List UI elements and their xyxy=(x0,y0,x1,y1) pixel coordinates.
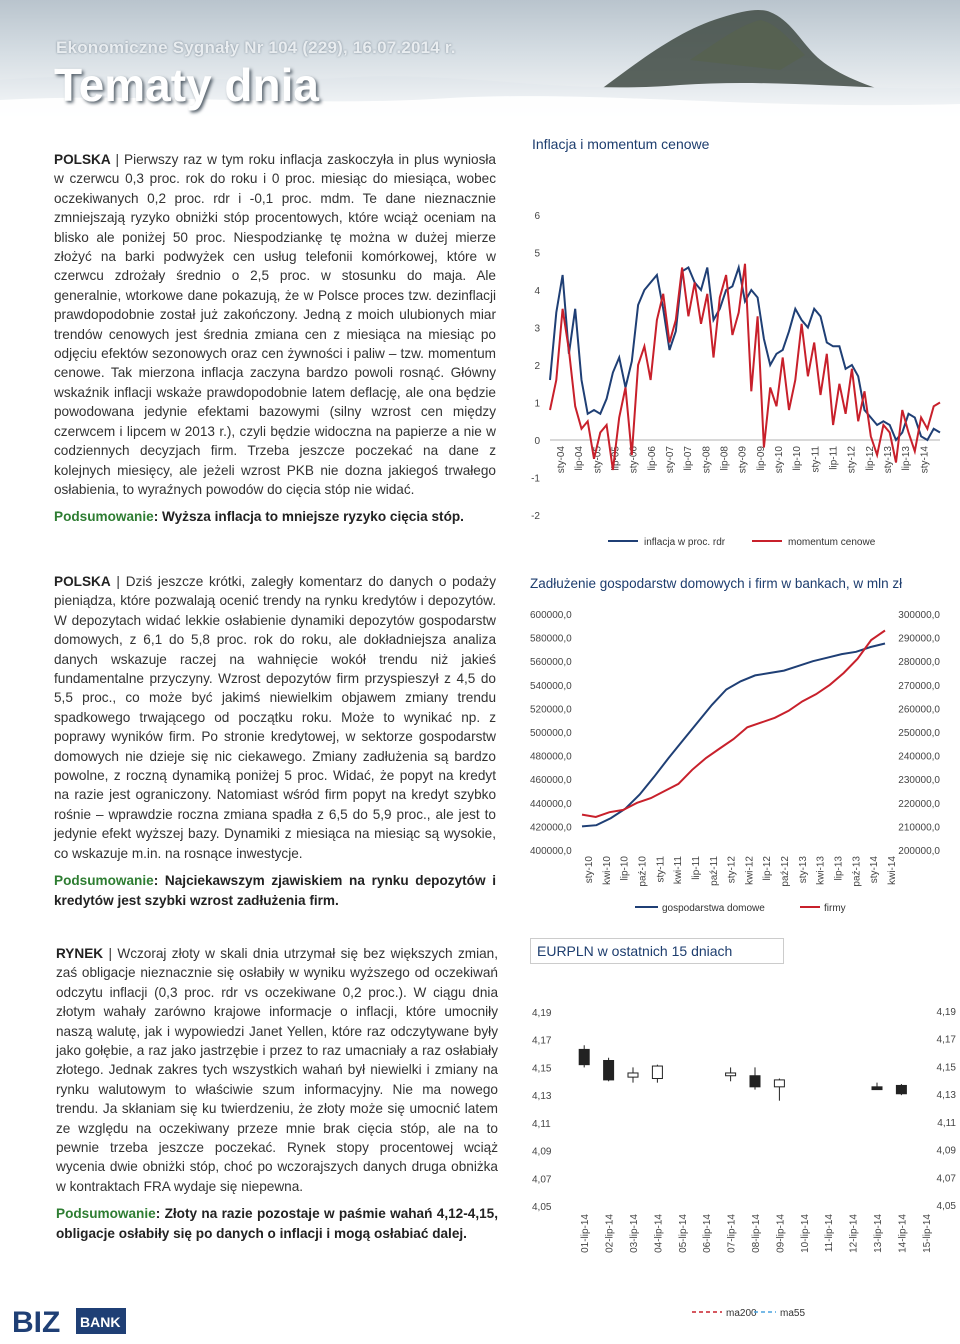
x-tick-label: 04-lip-14 xyxy=(653,1214,665,1253)
y-right-tick-label: 230000,0 xyxy=(898,775,940,787)
x-tick-label: sty-11 xyxy=(810,446,822,473)
x-tick-label: 08-lip-14 xyxy=(751,1214,762,1253)
legend-label-momentum: momentum cenowe xyxy=(788,537,876,548)
x-tick-label: sty-14 xyxy=(869,856,881,884)
x-tick-label: paź-11 xyxy=(708,856,720,886)
candle-body xyxy=(872,1087,882,1090)
issue-info: Ekonomiczne Sygnały Nr 104 (229), 16.07.2014 r. xyxy=(56,38,456,57)
x-tick-label: lip-07 xyxy=(683,446,695,471)
series-line-households xyxy=(582,644,885,827)
section-body: Pierwszy raz w tym roku inflacja zaskoczyła in plus wyniosła w czerwcu 0,3 proc. rok do roku i 0 proc. miesiąc do miesiąca, wobec oczekiwanych 0,2 proc. rdr i -0,1 proc. mdm. Te dane nieznacznie zmniejszają ryzyko obniżki stóp procentowych, które wciąż oceniam na blisko ale poniżej 50 proc. Niespodziankę tę można w dużej mierze złożyć na barki podwyżek cen usług telefonii komórkowej, które w czerwcu zdrożały średnio o 2,5 proc. w stosunku do maja. Ale generalnie, wtorkowe dane pokazują, że w Polsce proces tzw. dezinflacji prawdopodobnie został już zakończony. Jedną z moich ulubionych miar trendów cenowych jest średnia zmiana cen z miesiąca na miesiąc po odjęciu efektów sezonowych oraz cen żywności i paliw – tzw. momentum cenowe. Tak mierzona inflacja zaczyna bardzo powoli rosnąć. Główny wskaźnik inflacji wskaże prawdopodobnie latem deflację, ale ona będzie powodowana jedynie efektami bazowymi (silny wzrost cen między czerwcem i lipcem w 2013 r.), czyli będzie widoczna na papierze a nie w codziennych decyzjach firm. Trzeba jeszcze poczekać na dane z kolejnych miesięcy, ale jeżeli wzrost PKB nie dozna jakiegoś trwałego osłabienia, to wyraźnych powodów do cięcia stóp nie widać. xyxy=(54,152,496,497)
x-tick-label: sty-12 xyxy=(726,856,738,884)
x-tick-label: 03-lip-14 xyxy=(629,1214,640,1253)
y-tick-label: 0 xyxy=(534,436,540,447)
x-tick-label: paź-12 xyxy=(780,856,792,887)
y-right-tick-label: 4,19 xyxy=(936,1007,956,1018)
x-tick-label: 11-lip-14 xyxy=(824,1214,836,1253)
y-left-tick-label: 4,05 xyxy=(532,1202,552,1213)
y-left-tick-label: 540000,0 xyxy=(530,680,572,692)
header-banner xyxy=(0,0,960,130)
x-tick-label: sty-13 xyxy=(882,446,894,474)
x-tick-label: sty-07 xyxy=(664,446,676,474)
x-tick-label: kwi-12 xyxy=(744,856,756,885)
y-right-tick-label: 4,07 xyxy=(936,1173,956,1185)
y-left-tick-label: 4,19 xyxy=(532,1008,552,1019)
legend-label-firms: firmy xyxy=(824,903,846,914)
x-tick-label: paź-10 xyxy=(637,856,649,887)
y-tick-label: 5 xyxy=(534,248,540,260)
x-tick-label: 01-lip-14 xyxy=(580,1214,592,1253)
candle-body xyxy=(774,1080,784,1087)
x-tick-label: lip-13 xyxy=(901,446,913,471)
candle-body xyxy=(628,1073,638,1077)
y-right-tick-label: 290000,0 xyxy=(898,633,940,645)
series-line-inflation xyxy=(550,268,940,441)
y-right-tick-label: 4,13 xyxy=(936,1090,956,1102)
y-tick-label: -1 xyxy=(531,473,540,485)
x-tick-label: sty-13 xyxy=(797,856,809,884)
y-left-tick-label: 480000,0 xyxy=(530,751,572,763)
summary-text: : Wyższa inflacja to mniejsze ryzyko cięcia stóp. xyxy=(153,509,464,525)
x-tick-label: kwi-14 xyxy=(887,856,898,885)
series-line-firms xyxy=(582,631,885,818)
legend-label-ma200: ma200 xyxy=(726,1308,757,1319)
section-tag: RYNEK xyxy=(56,946,104,961)
svg-text:BIZ: BIZ xyxy=(12,1306,61,1339)
x-tick-label: lip-04 xyxy=(574,446,586,471)
y-left-tick-label: 460000,0 xyxy=(530,775,572,787)
y-tick-label: 2 xyxy=(534,361,540,372)
y-left-tick-label: 400000,0 xyxy=(530,846,572,857)
y-left-tick-label: 4,17 xyxy=(532,1035,552,1047)
candle-body xyxy=(896,1085,906,1093)
y-left-tick-label: 4,11 xyxy=(532,1118,551,1130)
x-tick-label: sty-04 xyxy=(556,446,567,474)
section-body: Wczoraj złoty w skali dnia utrzymał się bez większych zmian, zaś obligacje nieznacznie się osłabiły w wyniku wyższego od oczekiwań odczytu inflacji (0,3 proc. rdr vs oczekiwane 0,2 proc.). W ciągu dnia złotym wahały zarówno krajowe informacje o inflacji, które umocniły naszą walutę, jak i wypowiedzi Janet Yellen, które raz odczytywane były jako gołębie, a raz jako jastrzębie i przez to raz umacniały a raz osłabiały złotego. Jednak zakres tych wszystkich wahań był niewielki i zmiany na rynku walutowym to właściwie szum informacyjny. Nie ma nowego trendu. Ja skłaniam się ku twierdzeniu, że złoty może się umocnić latem ze względu na oczekiwany przeze mnie brak cięcia stóp, ale na to pewnie trzeba jeszcze poczekać. Rynek stopy procentowej wciąż wycenia dwie obniżki stóp, choć po wczorajszych danych druga obniżka w kontraktach FRA wydaje się niepewna. xyxy=(56,946,498,1194)
x-tick-label: 12-lip-14 xyxy=(848,1214,860,1253)
section-tag: POLSKA xyxy=(54,152,111,167)
y-right-tick-label: 200000,0 xyxy=(898,846,940,857)
y-right-tick-label: 220000,0 xyxy=(898,798,940,810)
y-left-tick-label: 4,09 xyxy=(532,1146,552,1158)
x-tick-label: 13-lip-14 xyxy=(873,1214,884,1253)
section-market: RYNEK | Wczoraj złoty w skali dnia utrzymał się bez większych zmian, zaś obligacje nieznacznie się osłabiły w wyniku wyższego od oczekiwań odczytu inflacji (0,3 proc. rdr vs oczekiwane 0,2 proc.). W ciągu dnia złotym wahały zarówno krajowe informacje o inflacji, które umocniły naszą walutę, jak i wypowiedzi Janet Yellen, które raz odczytywane były jako gołębie, a raz jako jastrzębie i przez to raz umacniały a raz osłabiały złotego. Jednak zakres tych wszystkich wahań był niewielki i zmiany na rynku walutowym to właściwie szum informacyjny. Nie ma nowego trendu. Ja skłaniam się ku twierdzeniu, że złoty może się umocnić latem ze względu na oczekiwany przeze mnie brak cięcia stóp, ale na to pewnie trzeba jeszcze poczekać. Rynek stopy procentowej wciąż wycenia dwie obniżki stóp, choć po wczorajszych danych druga obniżka w kontraktach FRA wydaje się niepewna. Podsumowanie: Złoty na razie pozostaje w paśmie wahań 4,12-4,15, obligacje osłabiły się po danych o inflacji i mogą osłabiać dalej. xyxy=(56,946,498,1241)
x-tick-label: lip-10 xyxy=(619,856,631,881)
page-title: Tematy dnia xyxy=(54,59,319,111)
chart-eurpln-title: EURPLN w ostatnich 15 dniach xyxy=(530,938,784,964)
x-tick-label: lip-11 xyxy=(828,446,840,470)
y-left-tick-label: 4,07 xyxy=(532,1174,552,1186)
summary-label: Podsumowanie xyxy=(56,1206,156,1222)
y-right-tick-label: 4,05 xyxy=(936,1201,956,1212)
y-right-tick-label: 280000,0 xyxy=(898,657,940,669)
logo-text: BIZ BANK xyxy=(12,1187,85,1204)
y-right-tick-label: 250000,0 xyxy=(898,728,940,739)
x-tick-label: lip-06 xyxy=(646,446,658,471)
y-left-tick-label: 600000,0 xyxy=(530,610,572,621)
section-body: Dziś jeszcze krótki, zaległy komentarz do danych o podaży pieniądza, które pozwalają ocenić trendy na rynku kredytów i depozytów. W depozytach widać lekkie osłabienie dynamiki depozytów gospodarstw domowych, z 6,1 do 5,8 proc. rok do roku, ale dokładniejsza analiza danych wskazuje raczej na wahnięcie wokół trendu niż jakieś fundamentalne przyczyny. Wzrost depozytów firm przyspieszył z 4,5 do 5,5 proc., co może być jakimś niewielkim objawem zmiany trendu spadkowego trwającego od początku roku. Może to wynikać np. z poprawy wyników firm. Po stronie kredytowej, w sektorze gospodarstw domowych nie dzieje się nic ciekawego. Zmiany zadłużenia są bardzo powolne, z roczną dynamiką poniżej 5 proc. Widać, że popyt na kredyt na razie jest ograniczony. Natomiast wśród firm popyt na kredyt szybko rośnie – wprawdzie roczna zmiana spadła z 6,5 do 5,9 proc., ale jest to jedynie efekt wyższej bazy. Dynamiki z miesiąca na miesiąc są wysokie, co wskazuje m.in. na rosnące inwestycje. xyxy=(54,574,497,861)
legend-label-households: gospodarstwa domowe xyxy=(662,903,765,914)
x-tick-label: lip-12 xyxy=(864,446,876,471)
y-left-tick-label: 520000,0 xyxy=(530,704,572,716)
y-right-tick-label: 210000,0 xyxy=(898,822,940,834)
y-right-tick-label: 4,11 xyxy=(937,1117,956,1129)
svg-text:BANK: BANK xyxy=(80,1314,121,1330)
x-tick-label: 14-lip-14 xyxy=(897,1214,909,1253)
candle-body xyxy=(750,1076,760,1087)
series-line-momentum xyxy=(550,264,940,470)
y-right-tick-label: 240000,0 xyxy=(898,751,940,763)
y-right-tick-label: 4,15 xyxy=(936,1062,956,1074)
x-tick-label: lip-10 xyxy=(792,446,804,471)
x-tick-label: sty-11 xyxy=(655,856,667,883)
x-tick-label: lip-13 xyxy=(833,856,845,881)
summary-text: : Złoty na razie pozostaje w paśmie wahań 4,12-4,15, obligacje osłabiły się po danych o inflacji i mogą osłabiać dalej. xyxy=(56,1206,498,1241)
chart-eurpln xyxy=(520,1000,960,1340)
candle-body xyxy=(604,1061,614,1080)
x-tick-label: lip-08 xyxy=(719,446,731,471)
x-tick-label: 07-lip-14 xyxy=(726,1214,738,1253)
x-tick-label: lip-05 xyxy=(610,446,622,471)
y-left-tick-label: 580000,0 xyxy=(530,633,572,645)
y-tick-label: 3 xyxy=(534,323,540,335)
x-tick-label: lip-12 xyxy=(762,856,774,881)
x-tick-label: sty-14 xyxy=(919,446,931,474)
x-tick-label: 10-lip-14 xyxy=(799,1214,811,1253)
x-tick-label: sty-09 xyxy=(737,446,749,474)
x-tick-label: sty-05 xyxy=(592,446,604,474)
summary-label: Podsumowanie xyxy=(54,873,154,889)
y-right-tick-label: 4,09 xyxy=(936,1145,956,1157)
x-tick-label: sty-12 xyxy=(846,446,858,474)
section-inflation: POLSKA | Pierwszy raz w tym roku inflacja zaskoczyła in plus wyniosła w czerwcu 0,3 proc. rok do roku i 0 proc. miesiąc do miesiąca, wobec oczekiwanych 0,2 proc. rdr i -0,1 proc. mdm. Te dane nieznacznie zmniejszają ryzyko obniżki stóp procentowych, które wciąż oceniam na blisko ale poniżej 50 proc. Niespodziankę tę można w dużej mierze złożyć na barki podwyżek cen usług telefonii komórkowej, które w czerwcu zdrożały średnio o 2,5 proc. w stosunku do maja. Ale generalnie, wtorkowe dane pokazują, że w Polsce proces tzw. dezinflacji prawdopodobnie został już zakończony. Jedną z moich ulubionych miar trendów cenowych jest średnia zmiana cen z miesiąca na miesiąc po odjęciu efektów sezonowych oraz cen żywności i paliw – tzw. momentum cenowe. Tak mierzona inflacja zaczyna bardzo powoli rosnąć. Główny wskaźnik inflacji wskaże prawdopodobnie latem deflację, ale ona będzie powodowana jedynie efektami bazowymi (silny wzrost cen między czerwcem i lipcem w 2013 r.), czyli będzie widoczna na papierze a nie w codziennych decyzjach firm. Trzeba jeszcze poczekać na dane z kolejnych miesięcy, ale jeżeli wzrost PKB nie dozna jakiegoś trwałego osłabienia, to wyraźnych powodów do cięcia stóp nie widać. Podsumowanie: Wyższa inflacja to mniejsze ryzyko cięcia stóp. xyxy=(54,152,496,525)
chart-inflation-title: Inflacja i momentum cenowe xyxy=(532,136,710,152)
x-tick-label: lip-09 xyxy=(755,446,767,471)
y-left-tick-label: 4,15 xyxy=(532,1063,552,1075)
chart-debt xyxy=(520,600,950,930)
chart-inflation xyxy=(520,160,950,560)
x-tick-label: sty-06 xyxy=(628,446,640,474)
x-tick-label: sty-08 xyxy=(701,446,713,474)
y-left-tick-label: 560000,0 xyxy=(530,657,572,669)
y-left-tick-label: 440000,0 xyxy=(530,798,572,810)
y-right-tick-label: 270000,0 xyxy=(898,680,940,692)
legend-label-inflation: inflacja w proc. rdr xyxy=(644,537,726,548)
y-right-tick-label: 4,17 xyxy=(936,1034,956,1046)
y-left-tick-label: 500000,0 xyxy=(530,728,572,739)
x-tick-label: 02-lip-14 xyxy=(604,1214,616,1253)
x-tick-label: 05-lip-14 xyxy=(677,1214,689,1253)
section-deposits: POLSKA | Dziś jeszcze krótki, zaległy komentarz do danych o podaży pieniądza, które pozwalają ocenić trendy na rynku kredytów i depozytów. W depozytach widać lekkie osłabienie dynamiki depozytów gospodarstw domowych, z 6,1 do 5,8 proc. rok do roku, ale dokładniejsza analiza danych wskazuje raczej na wahnięcie wokół trendu niż jakieś fundamentalne przyczyny. Wzrost depozytów firm przyspieszył z 4,5 do 5,5 proc., co może być jakimś niewielkim objawem zmiany trendu spadkowego trwającego od początku roku. Może to wynikać np. z poprawy wyników firm. Po stronie kredytowej, w sektorze gospodarstw domowych nie dzieje się nic ciekawego. Zmiany zadłużenia są bardzo powolne, z roczną dynamiką poniżej 5 proc. Widać, że popyt na kredyt na razie jest ograniczony. Natomiast wśród firm popyt na kredyt szybko rośnie – wprawdzie roczna zmiana spadła z 6,5 do 5,9 proc., ale jest to jedynie efekt wyższej bazy. Dynamiki z miesiąca na miesiąc są wysokie, co wskazuje m.in. na rosnące inwestycje. Podsumowanie: Najciekawszym zjawiskiem na rynku depozytów i kredytów jest szybki wzrost zadłużenia firm. xyxy=(54,574,497,908)
x-tick-label: kwi-13 xyxy=(815,856,827,885)
y-tick-label: 4 xyxy=(534,286,540,297)
x-tick-label: 09-lip-14 xyxy=(775,1214,787,1253)
x-tick-label: kwi-11 xyxy=(673,856,685,885)
candle-body xyxy=(652,1066,662,1078)
x-tick-label: 15-lip-14 xyxy=(921,1214,933,1253)
x-tick-label: sty-10 xyxy=(584,856,595,884)
legend-label-ma55: ma55 xyxy=(780,1308,806,1319)
y-tick-label: -2 xyxy=(531,511,540,522)
y-right-tick-label: 260000,0 xyxy=(898,704,940,716)
summary-label: Podsumowanie xyxy=(54,509,154,525)
x-tick-label: lip-11 xyxy=(690,856,702,880)
x-tick-label: 06-lip-14 xyxy=(702,1214,714,1253)
x-tick-label: sty-10 xyxy=(773,446,785,474)
y-tick-label: 1 xyxy=(534,398,540,410)
y-right-tick-label: 300000,0 xyxy=(898,610,940,621)
y-left-tick-label: 420000,0 xyxy=(530,822,572,834)
candle-body xyxy=(579,1049,589,1064)
summary-text: : Najciekawszym zjawiskiem na rynku depozytów i kredytów jest szybki wzrost zadłużenia firm. xyxy=(54,873,496,908)
y-tick-label: 6 xyxy=(534,211,540,222)
section-tag: POLSKA xyxy=(54,574,111,589)
x-tick-label: kwi-10 xyxy=(601,856,613,885)
chart-debt-title: Zadłużenie gospodarstw domowych i firm w bankach, w mln zł xyxy=(530,576,903,591)
candle-body xyxy=(726,1073,736,1076)
x-tick-label: paź-13 xyxy=(851,856,863,887)
y-left-tick-label: 4,13 xyxy=(532,1091,552,1103)
